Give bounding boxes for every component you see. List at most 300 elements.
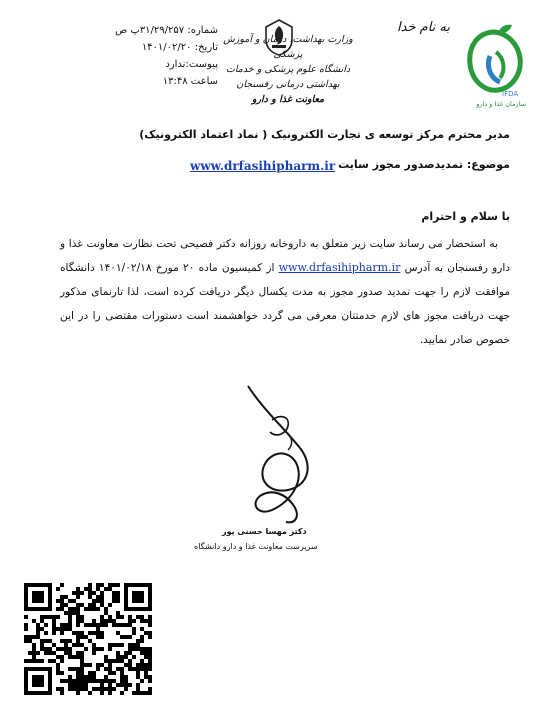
qr-module — [60, 599, 64, 603]
qr-module — [56, 687, 60, 691]
qr-module — [108, 615, 112, 619]
qr-module — [88, 663, 92, 667]
qr-module — [88, 603, 92, 607]
qr-module — [36, 635, 40, 639]
qr-module — [112, 687, 116, 691]
qr-module — [140, 619, 144, 623]
qr-module — [68, 627, 72, 631]
qr-module — [76, 691, 80, 695]
qr-module — [124, 623, 128, 627]
qr-module — [100, 679, 104, 683]
body-text-part-2: از کمیسیون ماده ۲۰ مورخ ۱۴۰۱/۰۲/۱۸ دانشگاه موافقت لازم را جهت تمدید صدور مجوز به مدت یکسال دیگر دریافت کرده است، لذا تارنمای مذکور جهت دریافت مجوز های لازم خدمتتان معرفی می گردد خواهشمند است دستورات مقتضی را در این خصوص صادر نمایید. — [60, 262, 510, 346]
qr-module — [136, 663, 140, 667]
qr-module — [56, 667, 60, 671]
ifda-logo-icon — [460, 22, 530, 100]
qr-module — [112, 659, 116, 663]
qr-module — [68, 679, 72, 683]
qr-module — [44, 631, 48, 635]
qr-module — [68, 687, 72, 691]
qr-module — [28, 635, 32, 639]
qr-module — [36, 659, 40, 663]
qr-module — [56, 599, 60, 603]
qr-module — [148, 679, 152, 683]
qr-module — [80, 615, 84, 619]
qr-module — [72, 607, 76, 611]
qr-module — [60, 659, 64, 663]
qr-module — [60, 687, 64, 691]
qr-module — [144, 667, 148, 671]
qr-module — [104, 687, 108, 691]
qr-module — [144, 663, 148, 667]
qr-module — [64, 627, 68, 631]
qr-module — [136, 687, 140, 691]
qr-module — [76, 591, 80, 595]
qr-module — [84, 587, 88, 591]
letter-time-value: ۱۳:۴۸ — [162, 76, 188, 87]
qr-module — [148, 655, 152, 659]
qr-module — [108, 679, 112, 683]
qr-module — [132, 647, 136, 651]
qr-module — [108, 643, 112, 647]
qr-module — [148, 691, 152, 695]
qr-code — [24, 583, 152, 695]
qr-module — [60, 607, 64, 611]
letter-number — [88, 22, 218, 39]
letter-attachment — [88, 56, 218, 73]
qr-module — [60, 647, 64, 651]
qr-module — [104, 623, 108, 627]
qr-module — [128, 615, 132, 619]
qr-module — [88, 595, 92, 599]
qr-module — [108, 687, 112, 691]
qr-module — [76, 619, 80, 623]
qr-module — [116, 659, 120, 663]
qr-module — [76, 683, 80, 687]
qr-module — [92, 591, 96, 595]
qr-module — [140, 667, 144, 671]
qr-module — [112, 679, 116, 683]
qr-module — [92, 651, 96, 655]
qr-module — [76, 587, 80, 591]
qr-module — [76, 679, 80, 683]
qr-module — [136, 671, 140, 675]
letter-number-label: شماره: — [187, 25, 218, 36]
qr-module — [80, 603, 84, 607]
qr-module — [128, 647, 132, 651]
qr-module — [76, 675, 80, 679]
qr-module — [24, 627, 28, 631]
qr-module — [44, 651, 48, 655]
qr-module — [56, 615, 60, 619]
qr-module — [112, 671, 116, 675]
qr-module — [140, 679, 144, 683]
qr-module — [100, 583, 104, 587]
qr-module — [100, 635, 104, 639]
qr-module — [76, 623, 80, 627]
addressee: مدیر محترم مرکز توسعه ی تجارت الکترونیک ( نماد اعتماد الکترونیک) — [139, 128, 510, 141]
letter-body — [60, 232, 510, 352]
qr-module — [88, 691, 92, 695]
qr-module — [96, 595, 100, 599]
subject — [338, 158, 510, 171]
qr-module — [104, 611, 108, 615]
qr-module — [48, 659, 52, 663]
qr-module — [44, 647, 48, 651]
ifda-logo — [460, 22, 530, 104]
qr-module — [108, 619, 112, 623]
qr-module — [116, 583, 120, 587]
qr-module — [140, 651, 144, 655]
qr-module — [32, 643, 36, 647]
qr-module — [108, 683, 112, 687]
qr-module — [88, 631, 92, 635]
qr-module — [136, 643, 140, 647]
qr-module — [136, 615, 140, 619]
qr-module — [132, 655, 136, 659]
qr-module — [140, 639, 144, 643]
qr-module — [148, 675, 152, 679]
qr-module — [108, 659, 112, 663]
qr-module — [40, 619, 44, 623]
qr-module — [84, 663, 88, 667]
qr-module — [68, 675, 72, 679]
qr-module — [40, 627, 44, 631]
qr-module — [100, 595, 104, 599]
qr-module — [96, 631, 100, 635]
qr-module — [60, 631, 64, 635]
qr-module — [108, 587, 112, 591]
qr-module — [64, 603, 68, 607]
qr-module — [148, 659, 152, 663]
qr-module — [136, 667, 140, 671]
qr-module — [100, 591, 104, 595]
qr-module — [112, 599, 116, 603]
qr-module — [100, 631, 104, 635]
greeting: با سلام و احترام — [421, 210, 510, 223]
qr-module — [60, 639, 64, 643]
qr-module — [80, 643, 84, 647]
qr-module — [96, 583, 100, 587]
qr-module — [116, 615, 120, 619]
qr-module — [24, 635, 28, 639]
body-website-link[interactable]: www.drfasihipharm.ir — [278, 261, 401, 274]
qr-module — [68, 611, 72, 615]
qr-module — [68, 615, 72, 619]
qr-module — [28, 659, 32, 663]
qr-module — [140, 627, 144, 631]
letter-date-value: ۱۴۰۱/۰۲/۲۰ — [141, 42, 192, 53]
qr-module — [100, 691, 104, 695]
qr-module — [136, 647, 140, 651]
qr-module — [128, 643, 132, 647]
qr-module — [68, 619, 72, 623]
letter-attachment-label: پیوست: — [185, 59, 218, 70]
subject-label: موضوع: — [466, 158, 510, 171]
qr-module — [76, 607, 80, 611]
qr-module — [80, 659, 84, 663]
qr-module — [128, 663, 132, 667]
qr-module — [24, 623, 28, 627]
qr-module — [104, 587, 108, 591]
qr-module — [104, 655, 108, 659]
qr-module — [100, 599, 104, 603]
qr-module — [124, 663, 128, 667]
qr-module — [112, 595, 116, 599]
qr-module — [112, 583, 116, 587]
qr-module — [72, 683, 76, 687]
qr-module — [64, 651, 68, 655]
qr-module — [40, 659, 44, 663]
letter-meta — [88, 22, 218, 90]
qr-module — [96, 607, 100, 611]
letter-time-label: ساعت — [190, 76, 218, 87]
qr-module — [120, 679, 124, 683]
qr-module — [56, 587, 60, 591]
qr-finder-pattern — [132, 591, 144, 603]
qr-module — [100, 619, 104, 623]
qr-module — [44, 639, 48, 643]
qr-module — [96, 635, 100, 639]
qr-module — [140, 691, 144, 695]
qr-module — [28, 651, 32, 655]
qr-module — [84, 635, 88, 639]
qr-module — [96, 627, 100, 631]
qr-module — [76, 615, 80, 619]
qr-module — [128, 667, 132, 671]
qr-module — [84, 679, 88, 683]
qr-module — [92, 679, 96, 683]
qr-module — [76, 671, 80, 675]
qr-module — [72, 631, 76, 635]
qr-module — [88, 623, 92, 627]
qr-module — [52, 659, 56, 663]
qr-module — [52, 623, 56, 627]
qr-module — [148, 623, 152, 627]
qr-module — [120, 675, 124, 679]
qr-module — [36, 651, 40, 655]
qr-module — [80, 619, 84, 623]
qr-module — [108, 603, 112, 607]
qr-module — [112, 643, 116, 647]
qr-module — [24, 639, 28, 643]
signer-title: سرپرست معاونت غذا و دارو دانشگاه — [194, 542, 318, 551]
qr-module — [88, 671, 92, 675]
qr-module — [116, 599, 120, 603]
qr-module — [136, 675, 140, 679]
qr-module — [84, 675, 88, 679]
qr-module — [116, 643, 120, 647]
qr-module — [32, 635, 36, 639]
qr-module — [116, 655, 120, 659]
qr-module — [128, 651, 132, 655]
qr-module — [40, 639, 44, 643]
qr-module — [84, 607, 88, 611]
qr-module — [144, 619, 148, 623]
qr-module — [60, 691, 64, 695]
qr-module — [124, 687, 128, 691]
qr-module — [116, 667, 120, 671]
qr-module — [96, 599, 100, 603]
qr-module — [92, 647, 96, 651]
qr-module — [80, 655, 84, 659]
qr-module — [128, 623, 132, 627]
qr-module — [148, 663, 152, 667]
qr-module — [116, 631, 120, 635]
qr-module — [64, 679, 68, 683]
qr-module — [120, 691, 124, 695]
qr-module — [60, 679, 64, 683]
qr-module — [64, 643, 68, 647]
qr-module — [104, 659, 108, 663]
qr-module — [148, 651, 152, 655]
qr-module — [132, 619, 136, 623]
qr-module — [76, 639, 80, 643]
qr-module — [116, 611, 120, 615]
qr-module — [108, 647, 112, 651]
qr-module — [132, 631, 136, 635]
qr-module — [80, 679, 84, 683]
qr-module — [88, 639, 92, 643]
qr-module — [76, 611, 80, 615]
qr-module — [148, 619, 152, 623]
qr-module — [104, 619, 108, 623]
ministry-line-2: دانشگاه علوم پزشکی و خدمات بهداشتی درمانی رفسنجان — [225, 64, 351, 90]
qr-module — [24, 615, 28, 619]
qr-module — [148, 667, 152, 671]
qr-module — [120, 659, 124, 663]
qr-module — [92, 631, 96, 635]
qr-module — [88, 587, 92, 591]
qr-module — [52, 619, 56, 623]
qr-module — [84, 687, 88, 691]
qr-module — [64, 639, 68, 643]
qr-module — [76, 635, 80, 639]
qr-module — [124, 679, 128, 683]
qr-module — [32, 619, 36, 623]
ministry-line-3: معاونت غذا و دارو — [251, 94, 325, 105]
qr-module — [80, 663, 84, 667]
qr-module — [84, 683, 88, 687]
qr-module — [128, 659, 132, 663]
qr-module — [64, 647, 68, 651]
qr-module — [68, 599, 72, 603]
qr-module — [92, 671, 96, 675]
qr-module — [108, 691, 112, 695]
qr-module — [48, 647, 52, 651]
qr-module — [92, 623, 96, 627]
qr-module — [148, 647, 152, 651]
qr-finder-pattern — [32, 591, 44, 603]
qr-module — [36, 631, 40, 635]
qr-module — [96, 623, 100, 627]
logo-caption: سازمان غذا و دارو — [476, 100, 526, 108]
qr-module — [148, 687, 152, 691]
qr-module — [100, 683, 104, 687]
qr-module — [112, 591, 116, 595]
qr-module — [48, 639, 52, 643]
qr-module — [140, 659, 144, 663]
qr-module — [60, 623, 64, 627]
qr-module — [72, 679, 76, 683]
qr-module — [92, 599, 96, 603]
qr-module — [104, 679, 108, 683]
qr-module — [48, 651, 52, 655]
qr-module — [32, 647, 36, 651]
body-text-part-1: به استحضار می رساند سایت زیر متعلق به داروخانه روزانه دکتر فصیحی تحت نظارت معاونت غذا و دارو رفسنجان به آدرس — [60, 238, 511, 274]
qr-module — [76, 631, 80, 635]
qr-module — [96, 647, 100, 651]
qr-module — [52, 627, 56, 631]
qr-module — [76, 651, 80, 655]
qr-module — [56, 671, 60, 675]
qr-module — [100, 687, 104, 691]
qr-module — [32, 651, 36, 655]
qr-module — [72, 611, 76, 615]
qr-module — [44, 623, 48, 627]
qr-module — [92, 603, 96, 607]
qr-module — [76, 655, 80, 659]
qr-module — [112, 623, 116, 627]
qr-module — [144, 655, 148, 659]
qr-module — [136, 683, 140, 687]
qr-module — [36, 623, 40, 627]
qr-module — [124, 651, 128, 655]
qr-module — [32, 659, 36, 663]
qr-module — [132, 667, 136, 671]
qr-module — [144, 651, 148, 655]
qr-module — [76, 643, 80, 647]
qr-module — [24, 659, 28, 663]
qr-module — [132, 627, 136, 631]
qr-module — [144, 671, 148, 675]
qr-module — [28, 639, 32, 643]
qr-module — [136, 639, 140, 643]
qr-module — [96, 663, 100, 667]
qr-module — [72, 591, 76, 595]
subject-link[interactable]: www.drfasihipharm.ir — [190, 159, 336, 173]
qr-module — [56, 655, 60, 659]
qr-module — [68, 655, 72, 659]
qr-module — [128, 635, 132, 639]
qr-module — [76, 595, 80, 599]
handwritten-signature — [228, 378, 328, 528]
qr-module — [104, 675, 108, 679]
qr-module — [108, 671, 112, 675]
qr-module — [80, 671, 84, 675]
qr-module — [132, 643, 136, 647]
qr-module — [32, 655, 36, 659]
qr-module — [64, 623, 68, 627]
letter-date — [88, 39, 218, 56]
qr-module — [68, 651, 72, 655]
qr-module — [84, 647, 88, 651]
qr-module — [124, 635, 128, 639]
ministry-line-1: وزارت بهداشت، درمان و آموزش پزشکی — [223, 34, 353, 60]
qr-module — [36, 627, 40, 631]
qr-module — [120, 667, 124, 671]
qr-module — [144, 647, 148, 651]
qr-module — [80, 687, 84, 691]
signer-name: دکتر مهسا حسنی پور — [222, 527, 307, 536]
qr-module — [88, 607, 92, 611]
qr-module — [124, 655, 128, 659]
letter-attachment-value: ندارد — [165, 59, 186, 70]
qr-module — [116, 591, 120, 595]
qr-module — [80, 667, 84, 671]
qr-module — [108, 663, 112, 667]
qr-module — [116, 683, 120, 687]
logo-letters: IFDA — [502, 90, 519, 98]
